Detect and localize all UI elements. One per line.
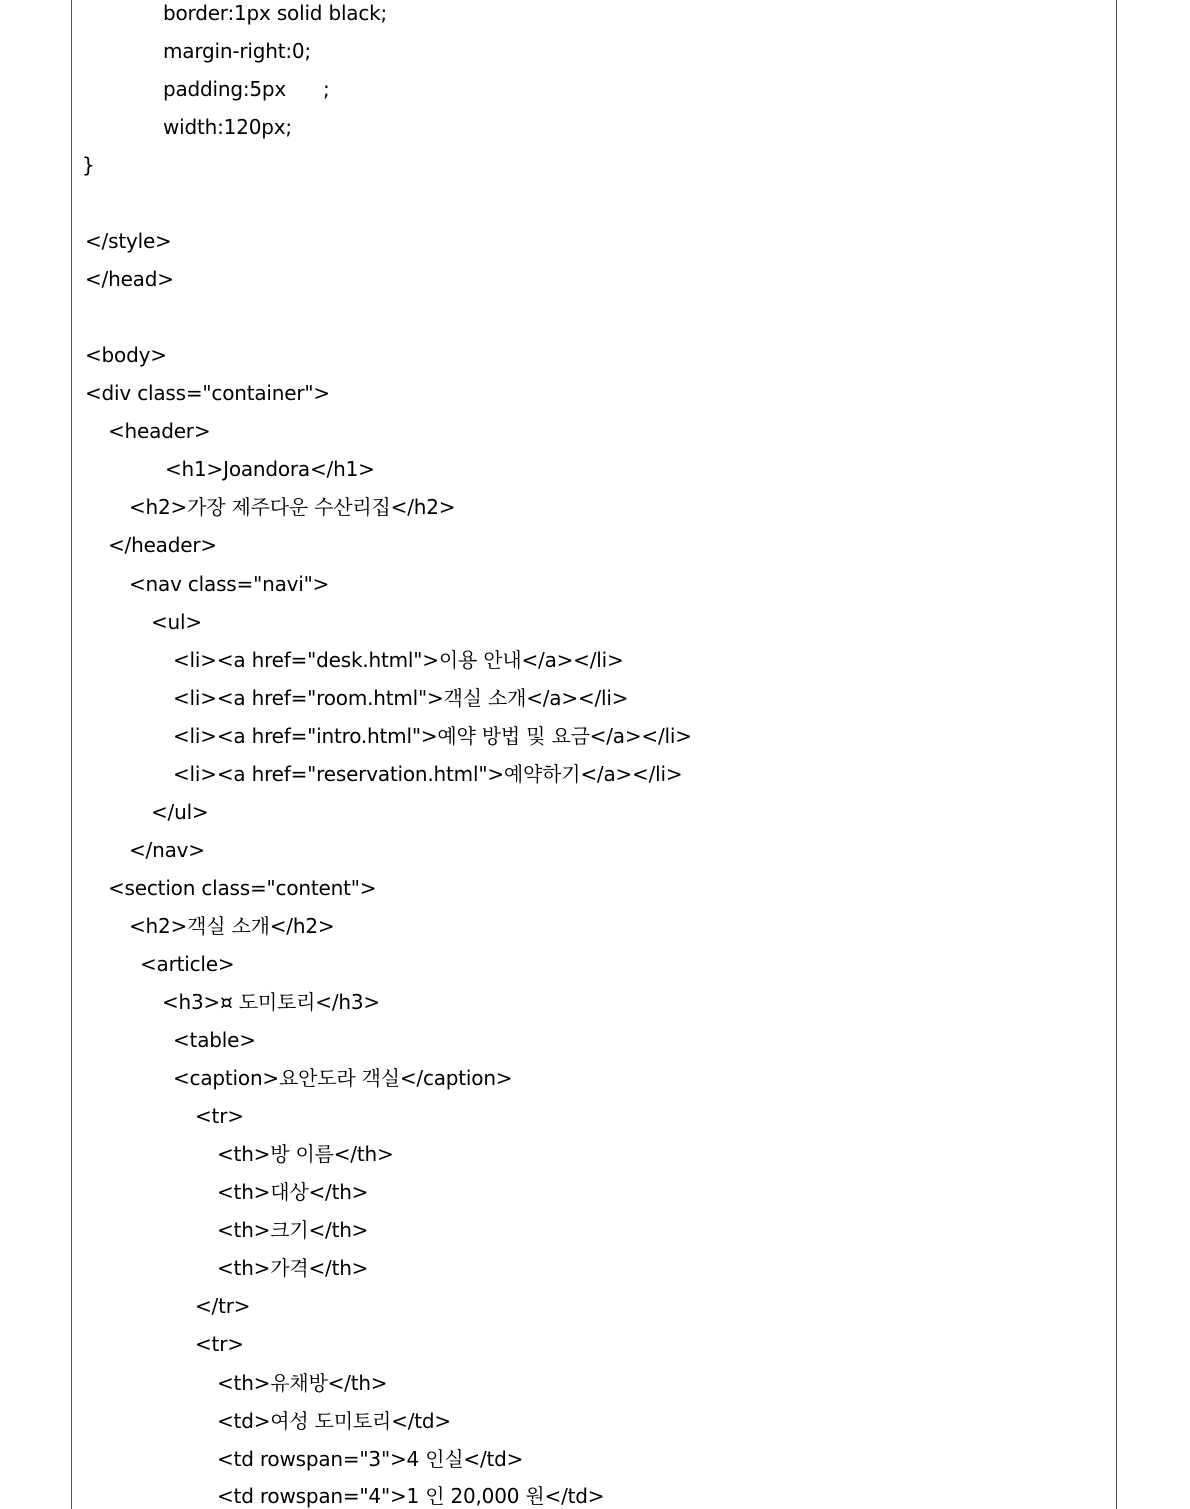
code-line: </ul>	[151, 800, 209, 824]
code-box-border	[71, 0, 1117, 1509]
code-line: <h3>¤ 도미토리</h3>	[162, 990, 380, 1014]
code-line: <li><a href="desk.html">이용 안내</a></li>	[173, 648, 624, 672]
code-line: padding:5px ;	[163, 77, 330, 101]
code-line: margin-right:0;	[163, 39, 311, 63]
code-line: <body>	[85, 343, 167, 367]
code-line: <table>	[173, 1028, 256, 1052]
code-line: <tr>	[195, 1332, 244, 1356]
code-line: </header>	[108, 533, 217, 557]
code-line: }	[82, 153, 95, 177]
code-line: <tr>	[195, 1104, 244, 1128]
code-line: <h1>Joandora</h1>	[165, 457, 375, 481]
code-line: </tr>	[195, 1294, 251, 1318]
code-line: <h2>가장 제주다운 수산리집</h2>	[129, 495, 456, 519]
code-line: <section class="content">	[108, 876, 377, 900]
code-line: <li><a href="reservation.html">예약하기</a></li>	[173, 762, 683, 786]
code-line: <th>가격</th>	[217, 1256, 369, 1280]
code-line: width:120px;	[163, 115, 292, 139]
code-line: <li><a href="intro.html">예약 방법 및 요금</a></li>	[173, 724, 692, 748]
code-line: <h2>객실 소개</h2>	[129, 914, 335, 938]
code-line: <th>방 이름</th>	[217, 1142, 394, 1166]
code-line: <li><a href="room.html">객실 소개</a></li>	[173, 686, 629, 710]
code-line: border:1px solid black;	[163, 1, 388, 25]
code-line: <td>여성 도미토리</td>	[217, 1409, 451, 1433]
code-line: <th>크기</th>	[217, 1218, 369, 1242]
code-line: <article>	[140, 952, 235, 976]
code-line: <caption>요안도라 객실</caption>	[173, 1066, 513, 1090]
code-line: </head>	[85, 267, 174, 291]
code-line: <div class="container">	[85, 381, 330, 405]
code-line: <ul>	[151, 610, 202, 634]
code-line: </nav>	[129, 838, 205, 862]
code-line: <th>대상</th>	[217, 1180, 369, 1204]
code-line: <header>	[108, 419, 211, 443]
code-line: </style>	[85, 229, 172, 253]
code-line: <th>유채방</th>	[217, 1371, 388, 1395]
code-line: <td rowspan="4">1 인 20,000 원</td>	[217, 1484, 605, 1508]
code-line: <nav class="navi">	[129, 572, 330, 596]
code-line: <td rowspan="3">4 인실</td>	[217, 1447, 524, 1471]
